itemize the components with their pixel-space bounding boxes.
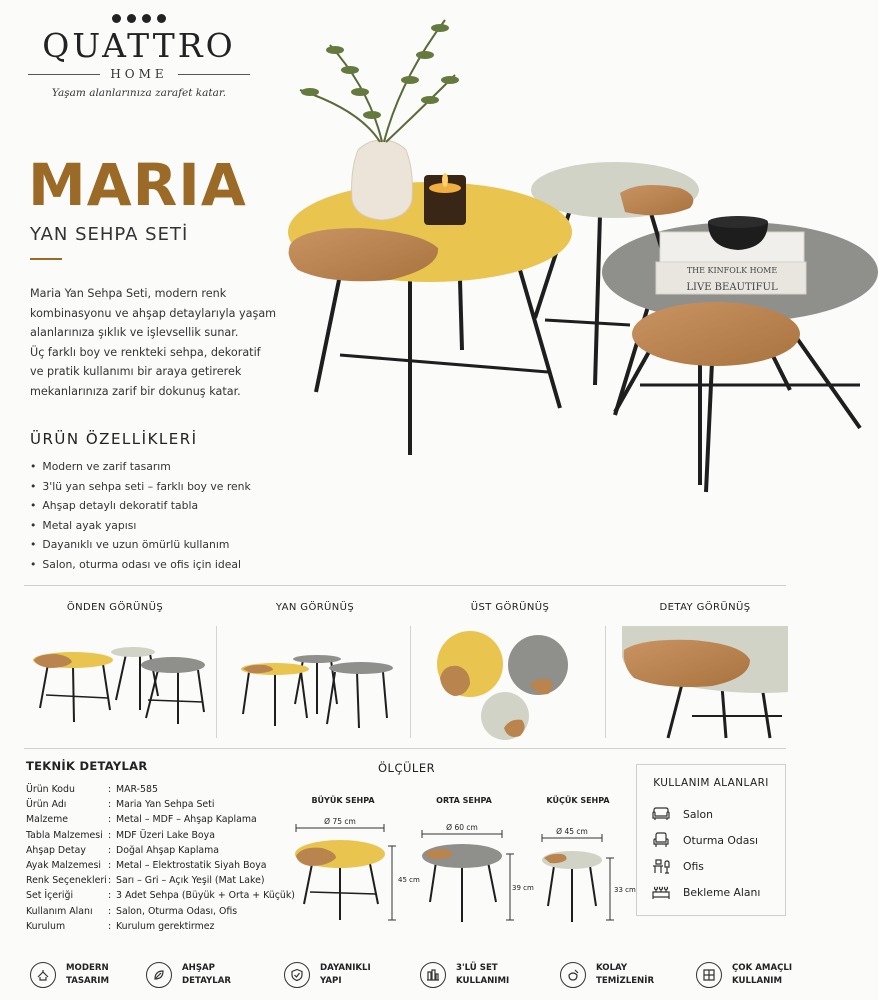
usage-box: [636, 764, 786, 916]
product-title: MARIA: [28, 151, 247, 219]
view-label-side: YAN GÖRÜNÜŞ: [275, 602, 355, 613]
design-icon: [36, 968, 50, 982]
badge-easy-clean: KOLAY TEMİZLENİR: [560, 962, 654, 988]
badge-wood-details: AHŞAP DETAYLAR: [146, 962, 231, 988]
tech-row: Ürün Adı : Maria Yan Sehpa Seti: [26, 799, 215, 811]
clean-icon: [566, 968, 580, 982]
leaf-icon: [152, 968, 166, 982]
dims-title: ÖLÇÜLER: [378, 761, 436, 775]
armchair-icon: [651, 831, 671, 849]
usage-item-office: Ofis: [651, 857, 704, 875]
top-view-image: [430, 628, 580, 743]
wood-table-top: [632, 302, 800, 366]
svg-text:33 cm: 33 cm: [614, 886, 636, 894]
feature-item: • Ahşap detaylı dekoratif tabla: [30, 496, 251, 516]
book1-title: THE KINFOLK HOME: [686, 266, 778, 275]
badge-three-set: 3'LÜ SET KULLANIMI: [420, 962, 509, 988]
tech-row: Kurulum : Kurulum gerektirmez: [26, 920, 215, 932]
divider: [24, 748, 786, 749]
usage-title: KULLANIM ALANLARI: [653, 777, 769, 789]
tech-row: Malzeme : Metal – MDF – Ahşap Kaplama: [26, 814, 257, 826]
view-label-top: ÜST GÖRÜNÜŞ: [470, 602, 550, 613]
divider: [24, 585, 786, 586]
svg-text:39 cm: 39 cm: [512, 884, 534, 892]
product-description: Maria Yan Sehpa Seti, modern renk kombinasyonu ve ahşap detaylarıyla yaşam alanlarınıza şıklık ve işlevsellik sunar. Üç farklı boy ve renkteki sehpa, dekoratif ve pratik kullanımı bir araya getirerek mekanlarınıza zarif bir dokunuş katar.: [30, 287, 277, 398]
shield-check-icon: [290, 968, 304, 982]
svg-text:45 cm: 45 cm: [398, 876, 420, 884]
waiting-area-icon: [651, 883, 671, 901]
tech-row: Tabla Malzemesi : MDF Üzeri Lake Boya: [26, 829, 215, 841]
plant: [300, 20, 455, 142]
usage-item-living-room: Oturma Odası: [651, 831, 758, 849]
view-label-front: ÖNDEN GÖRÜNÜŞ: [66, 602, 164, 613]
dim-name-small: KÜÇÜK SEHPA: [546, 796, 610, 805]
office-desk-icon: [651, 857, 671, 875]
feature-item: • Salon, oturma odası ve ofis için ideal: [30, 555, 251, 575]
hero-product-image: [276, 0, 878, 505]
usage-item-salon: Salon: [651, 805, 713, 823]
vase: [352, 140, 413, 220]
product-subtitle: YAN SEHPA SETİ: [30, 224, 189, 245]
brand-logo: [28, 14, 250, 99]
usage-item-waiting: Bekleme Alanı: [651, 883, 760, 901]
dim-name-large: BÜYÜK SEHPA: [311, 796, 375, 805]
svg-text:Ø 75 cm: Ø 75 cm: [324, 817, 356, 826]
dim-name-medium: ORTA SEHPA: [436, 796, 492, 805]
svg-text:Ø 45 cm: Ø 45 cm: [556, 827, 588, 836]
svg-text:Ø 60 cm: Ø 60 cm: [446, 823, 478, 832]
tech-row: Ahşap Detay : Doğal Ahşap Kaplama: [26, 844, 220, 856]
feature-item: • Metal ayak yapısı: [30, 516, 251, 536]
side-view-image: [235, 652, 395, 730]
tech-row: Renk Seçenekleri : Sarı – Gri – Açık Yeşil (Mat Lake): [26, 875, 265, 887]
title-divider: [30, 258, 62, 260]
dim-drawing-small: [538, 826, 636, 924]
feature-item: • 3'lü yan sehpa seti – farklı boy ve renk: [30, 477, 251, 497]
multi-use-icon: [702, 968, 716, 982]
front-view-image: [28, 640, 213, 730]
sofa-icon: [651, 805, 671, 823]
brand-tagline: Yaşam alanlarınıza zarafet katar.: [51, 87, 227, 99]
tech-row: Set İçeriği : 3 Adet Sehpa (Büyük + Orta + Küçük): [26, 890, 295, 902]
badge-multi-use: ÇOK AMAÇLI KULLANIM: [696, 962, 792, 988]
tech-row: Kullanım Alanı : Salon, Oturma Odası, Ofis: [26, 905, 238, 917]
tech-title: TEKNİK DETAYLAR: [26, 759, 148, 773]
book2-title: LIVE BEAUTIFUL: [686, 282, 778, 293]
view-label-detail: DETAY GÖRÜNÜŞ: [659, 602, 751, 613]
brand-sub: HOME: [110, 67, 168, 81]
three-set-icon: [426, 968, 440, 982]
dim-drawing-medium: [418, 822, 533, 924]
sage-wood-inlay: [620, 185, 693, 215]
badge-modern-design: MODERN TASARIM: [30, 962, 109, 988]
features-list: [30, 457, 251, 574]
dim-drawing-large: [288, 812, 420, 924]
tech-table: [26, 782, 295, 934]
detail-view-image: [622, 626, 788, 740]
badge-durable: DAYANIKLI YAPI: [284, 962, 371, 988]
feature-item: • Modern ve zarif tasarım: [30, 457, 251, 477]
features-title: ÜRÜN ÖZELLİKLERİ: [30, 430, 198, 448]
feature-item: • Dayanıklı ve uzun ömürlü kullanım: [30, 535, 251, 555]
brand-name: QUATTRO: [42, 26, 236, 65]
tech-row: Ayak Malzemesi : Metal – Elektrostatik Siyah Boya: [26, 860, 267, 872]
tech-row: Ürün Kodu : MAR-585: [26, 784, 158, 795]
brand-dots: [28, 14, 250, 23]
